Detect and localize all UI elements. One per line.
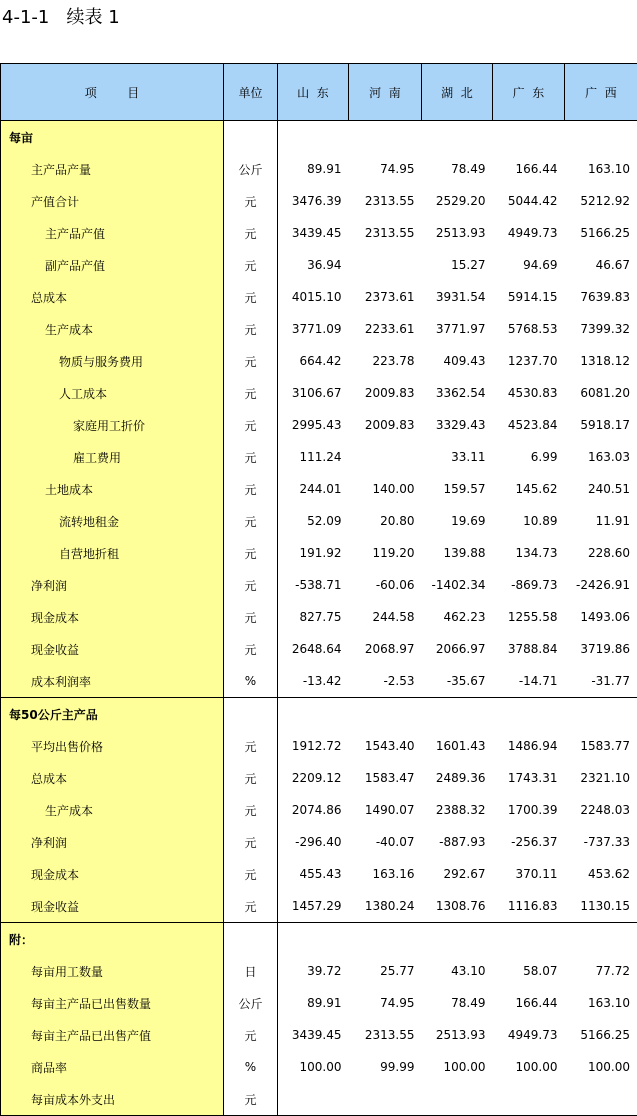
table-row bbox=[1, 730, 637, 762]
cell-value: 2009.83 bbox=[349, 377, 422, 409]
table-row bbox=[1, 858, 637, 890]
cell-value: 99.99 bbox=[349, 1051, 422, 1083]
cell-value: 7639.83 bbox=[565, 281, 637, 313]
row-label: 自营地折租 bbox=[1, 537, 224, 569]
cell-value: 1130.15 bbox=[565, 890, 637, 923]
cell-value: 2009.83 bbox=[349, 409, 422, 441]
table-row bbox=[1, 249, 637, 281]
row-unit: 元 bbox=[224, 345, 278, 377]
row-unit: % bbox=[224, 1051, 278, 1083]
cell-value: 4015.10 bbox=[278, 281, 349, 313]
row-label: 附： bbox=[1, 923, 224, 956]
table-row bbox=[1, 281, 637, 313]
cell-value bbox=[349, 249, 422, 281]
row-unit: 元 bbox=[224, 185, 278, 217]
cell-value: 2995.43 bbox=[278, 409, 349, 441]
cell-value: 7399.32 bbox=[565, 313, 637, 345]
cell-value: 1543.40 bbox=[349, 730, 422, 762]
row-unit: 元 bbox=[224, 858, 278, 890]
row-unit: 元 bbox=[224, 441, 278, 473]
table-row bbox=[1, 762, 637, 794]
cell-value: 6.99 bbox=[493, 441, 565, 473]
cell-value: -2426.91 bbox=[565, 569, 637, 601]
cell-value: 2248.03 bbox=[565, 794, 637, 826]
header-unit: 单位 bbox=[224, 64, 278, 121]
cell-value: 3788.84 bbox=[493, 633, 565, 665]
cell-value bbox=[493, 121, 565, 154]
cell-value: 4949.73 bbox=[493, 1019, 565, 1051]
cell-value: 1601.43 bbox=[422, 730, 493, 762]
table-row bbox=[1, 601, 637, 633]
cell-value: 3771.09 bbox=[278, 313, 349, 345]
row-unit bbox=[224, 923, 278, 956]
row-unit: 元 bbox=[224, 826, 278, 858]
cell-value: 453.62 bbox=[565, 858, 637, 890]
row-unit bbox=[224, 698, 278, 731]
cell-value: 20.80 bbox=[349, 505, 422, 537]
cell-value: 89.91 bbox=[278, 987, 349, 1019]
cell-value bbox=[565, 698, 637, 731]
table-row bbox=[1, 153, 637, 185]
cell-value: 19.69 bbox=[422, 505, 493, 537]
cell-value: -887.93 bbox=[422, 826, 493, 858]
row-label: 副产品产值 bbox=[1, 249, 224, 281]
row-label: 每亩成本外支出 bbox=[1, 1083, 224, 1116]
cell-value: 3931.54 bbox=[422, 281, 493, 313]
row-unit: 元 bbox=[224, 377, 278, 409]
cell-value: 2373.61 bbox=[349, 281, 422, 313]
cell-value: 292.67 bbox=[422, 858, 493, 890]
row-label: 每50公斤主产品 bbox=[1, 698, 224, 731]
table-row bbox=[1, 665, 637, 698]
row-unit: 元 bbox=[224, 249, 278, 281]
cell-value: 1457.29 bbox=[278, 890, 349, 923]
cell-value: 3106.67 bbox=[278, 377, 349, 409]
cell-value bbox=[493, 698, 565, 731]
cell-value: 5166.25 bbox=[565, 217, 637, 249]
cell-value: -31.77 bbox=[565, 665, 637, 698]
cell-value: 77.72 bbox=[565, 955, 637, 987]
table-row bbox=[1, 409, 637, 441]
cell-value bbox=[493, 1083, 565, 1116]
cell-value: 74.95 bbox=[349, 153, 422, 185]
cell-value bbox=[349, 441, 422, 473]
cell-value bbox=[493, 923, 565, 956]
table-row bbox=[1, 633, 637, 665]
cell-value: 139.88 bbox=[422, 537, 493, 569]
cell-value: 3329.43 bbox=[422, 409, 493, 441]
cell-value: 5044.42 bbox=[493, 185, 565, 217]
table-row bbox=[1, 377, 637, 409]
cell-value: 1493.06 bbox=[565, 601, 637, 633]
cell-value: 2074.86 bbox=[278, 794, 349, 826]
cell-value bbox=[565, 1083, 637, 1116]
table-row bbox=[1, 826, 637, 858]
cell-value: 33.11 bbox=[422, 441, 493, 473]
table-row bbox=[1, 313, 637, 345]
cell-value: 58.07 bbox=[493, 955, 565, 987]
cell-value: 36.94 bbox=[278, 249, 349, 281]
row-label: 总成本 bbox=[1, 762, 224, 794]
row-label: 现金成本 bbox=[1, 858, 224, 890]
cell-value bbox=[349, 698, 422, 731]
cell-value: 5918.17 bbox=[565, 409, 637, 441]
table-row bbox=[1, 955, 637, 987]
cell-value: 3439.45 bbox=[278, 1019, 349, 1051]
cell-value: 1308.76 bbox=[422, 890, 493, 923]
cell-value: 664.42 bbox=[278, 345, 349, 377]
row-label: 商品率 bbox=[1, 1051, 224, 1083]
row-label: 人工成本 bbox=[1, 377, 224, 409]
cell-value: 2313.55 bbox=[349, 185, 422, 217]
cell-value: 111.24 bbox=[278, 441, 349, 473]
cell-value: 4523.84 bbox=[493, 409, 565, 441]
cell-value: 100.00 bbox=[278, 1051, 349, 1083]
row-label: 家庭用工折价 bbox=[1, 409, 224, 441]
cell-value: 2489.36 bbox=[422, 762, 493, 794]
cell-value: 2388.32 bbox=[422, 794, 493, 826]
row-unit bbox=[224, 121, 278, 154]
cell-value: 1116.83 bbox=[493, 890, 565, 923]
cell-value: 1583.77 bbox=[565, 730, 637, 762]
row-unit: 元 bbox=[224, 217, 278, 249]
cell-value: 191.92 bbox=[278, 537, 349, 569]
cell-value bbox=[278, 923, 349, 956]
row-label: 现金成本 bbox=[1, 601, 224, 633]
row-unit: 公斤 bbox=[224, 153, 278, 185]
row-label: 净利润 bbox=[1, 569, 224, 601]
cell-value: 1318.12 bbox=[565, 345, 637, 377]
cell-value bbox=[422, 698, 493, 731]
cell-value: -869.73 bbox=[493, 569, 565, 601]
row-unit: % bbox=[224, 665, 278, 698]
table-row bbox=[1, 1051, 637, 1083]
cell-value: 100.00 bbox=[565, 1051, 637, 1083]
cell-value bbox=[422, 121, 493, 154]
row-label: 雇工费用 bbox=[1, 441, 224, 473]
row-unit: 元 bbox=[224, 569, 278, 601]
cell-value bbox=[565, 923, 637, 956]
header-shandong: 山 东 bbox=[278, 64, 349, 121]
cell-value: 74.95 bbox=[349, 987, 422, 1019]
row-label: 现金收益 bbox=[1, 633, 224, 665]
row-label: 平均出售价格 bbox=[1, 730, 224, 762]
cell-value: 827.75 bbox=[278, 601, 349, 633]
cell-value: 2648.64 bbox=[278, 633, 349, 665]
row-unit: 元 bbox=[224, 633, 278, 665]
table-row bbox=[1, 217, 637, 249]
row-unit: 元 bbox=[224, 409, 278, 441]
row-label: 流转地租金 bbox=[1, 505, 224, 537]
cell-value: 25.77 bbox=[349, 955, 422, 987]
cell-value: 2513.93 bbox=[422, 217, 493, 249]
cell-value: 3719.86 bbox=[565, 633, 637, 665]
table-row bbox=[1, 1019, 637, 1051]
cell-value: 1486.94 bbox=[493, 730, 565, 762]
cell-value: 3476.39 bbox=[278, 185, 349, 217]
row-unit: 元 bbox=[224, 762, 278, 794]
table-title: 4-1-1 续表 1 bbox=[2, 6, 120, 30]
header-guangxi: 广 西 bbox=[565, 64, 637, 121]
cell-value: 2321.10 bbox=[565, 762, 637, 794]
cell-value: 52.09 bbox=[278, 505, 349, 537]
cell-value: -40.07 bbox=[349, 826, 422, 858]
cell-value: 78.49 bbox=[422, 987, 493, 1019]
row-unit: 公斤 bbox=[224, 987, 278, 1019]
table-row bbox=[1, 890, 637, 923]
row-label: 土地成本 bbox=[1, 473, 224, 505]
cell-value: 94.69 bbox=[493, 249, 565, 281]
cell-value: 5768.53 bbox=[493, 313, 565, 345]
cell-value: 2066.97 bbox=[422, 633, 493, 665]
cell-value: 5914.15 bbox=[493, 281, 565, 313]
cell-value: 15.27 bbox=[422, 249, 493, 281]
cell-value: 1237.70 bbox=[493, 345, 565, 377]
cell-value: 244.01 bbox=[278, 473, 349, 505]
table-row bbox=[1, 987, 637, 1019]
table-row bbox=[1, 569, 637, 601]
cell-value: -2.53 bbox=[349, 665, 422, 698]
cell-value: -13.42 bbox=[278, 665, 349, 698]
cell-value: 134.73 bbox=[493, 537, 565, 569]
row-label: 净利润 bbox=[1, 826, 224, 858]
header-row bbox=[1, 64, 637, 121]
row-label: 总成本 bbox=[1, 281, 224, 313]
row-unit: 元 bbox=[224, 1083, 278, 1116]
table-row bbox=[1, 473, 637, 505]
cell-value bbox=[422, 923, 493, 956]
row-unit: 元 bbox=[224, 601, 278, 633]
cell-value: 455.43 bbox=[278, 858, 349, 890]
cell-value: -737.33 bbox=[565, 826, 637, 858]
cell-value: 2233.61 bbox=[349, 313, 422, 345]
cell-value: 1700.39 bbox=[493, 794, 565, 826]
cell-value bbox=[278, 121, 349, 154]
cell-value: 166.44 bbox=[493, 153, 565, 185]
cell-value bbox=[349, 1083, 422, 1116]
cell-value bbox=[422, 1083, 493, 1116]
cell-value: 2513.93 bbox=[422, 1019, 493, 1051]
cell-value: 145.62 bbox=[493, 473, 565, 505]
cell-value: 6081.20 bbox=[565, 377, 637, 409]
header-henan: 河 南 bbox=[349, 64, 422, 121]
cell-value: -1402.34 bbox=[422, 569, 493, 601]
cell-value: 3771.97 bbox=[422, 313, 493, 345]
cell-value: 163.03 bbox=[565, 441, 637, 473]
row-label: 主产品产量 bbox=[1, 153, 224, 185]
cell-value: 43.10 bbox=[422, 955, 493, 987]
cell-value: 100.00 bbox=[422, 1051, 493, 1083]
cell-value: 159.57 bbox=[422, 473, 493, 505]
cell-value: 244.58 bbox=[349, 601, 422, 633]
cell-value: 166.44 bbox=[493, 987, 565, 1019]
cell-value: 1583.47 bbox=[349, 762, 422, 794]
table-row bbox=[1, 794, 637, 826]
row-label: 现金收益 bbox=[1, 890, 224, 923]
data-table bbox=[0, 63, 637, 1116]
cell-value: 2313.55 bbox=[349, 1019, 422, 1051]
row-label: 每亩 bbox=[1, 121, 224, 154]
table-row bbox=[1, 923, 637, 956]
cell-value: 370.11 bbox=[493, 858, 565, 890]
cell-value: 2313.55 bbox=[349, 217, 422, 249]
row-unit: 元 bbox=[224, 1019, 278, 1051]
cell-value: 3439.45 bbox=[278, 217, 349, 249]
row-label: 产值合计 bbox=[1, 185, 224, 217]
cell-value: 140.00 bbox=[349, 473, 422, 505]
cell-value: 2068.97 bbox=[349, 633, 422, 665]
cell-value: -538.71 bbox=[278, 569, 349, 601]
table-row bbox=[1, 441, 637, 473]
row-label: 每亩主产品已出售产值 bbox=[1, 1019, 224, 1051]
cell-value: 223.78 bbox=[349, 345, 422, 377]
cell-value: 89.91 bbox=[278, 153, 349, 185]
cell-value: 228.60 bbox=[565, 537, 637, 569]
cell-value: 462.23 bbox=[422, 601, 493, 633]
cell-value: 163.10 bbox=[565, 153, 637, 185]
row-unit: 元 bbox=[224, 794, 278, 826]
cell-value: 2209.12 bbox=[278, 762, 349, 794]
row-label: 成本利润率 bbox=[1, 665, 224, 698]
cell-value: 5212.92 bbox=[565, 185, 637, 217]
cell-value: 4530.83 bbox=[493, 377, 565, 409]
cell-value: 240.51 bbox=[565, 473, 637, 505]
cell-value bbox=[278, 1083, 349, 1116]
row-unit: 元 bbox=[224, 730, 278, 762]
cell-value bbox=[349, 923, 422, 956]
cell-value: 1490.07 bbox=[349, 794, 422, 826]
cell-value: 11.91 bbox=[565, 505, 637, 537]
cell-value: 10.89 bbox=[493, 505, 565, 537]
row-unit: 日 bbox=[224, 955, 278, 987]
cell-value bbox=[349, 121, 422, 154]
row-unit: 元 bbox=[224, 505, 278, 537]
row-label: 每亩主产品已出售数量 bbox=[1, 987, 224, 1019]
table-row bbox=[1, 121, 637, 154]
cell-value bbox=[278, 698, 349, 731]
table-row bbox=[1, 537, 637, 569]
cell-value: -256.37 bbox=[493, 826, 565, 858]
row-label: 生产成本 bbox=[1, 794, 224, 826]
cell-value: 4949.73 bbox=[493, 217, 565, 249]
header-guangdong: 广 东 bbox=[493, 64, 565, 121]
row-unit: 元 bbox=[224, 313, 278, 345]
row-unit: 元 bbox=[224, 890, 278, 923]
table-row bbox=[1, 185, 637, 217]
cell-value bbox=[565, 121, 637, 154]
table-row bbox=[1, 505, 637, 537]
cell-value: 46.67 bbox=[565, 249, 637, 281]
cell-value: 1380.24 bbox=[349, 890, 422, 923]
cell-value: -60.06 bbox=[349, 569, 422, 601]
cell-value: -35.67 bbox=[422, 665, 493, 698]
header-item: 项 目 bbox=[1, 64, 224, 121]
cell-value: 409.43 bbox=[422, 345, 493, 377]
row-unit: 元 bbox=[224, 473, 278, 505]
row-unit: 元 bbox=[224, 281, 278, 313]
cell-value: 1912.72 bbox=[278, 730, 349, 762]
row-label: 每亩用工数量 bbox=[1, 955, 224, 987]
cell-value: 3362.54 bbox=[422, 377, 493, 409]
cell-value: 163.16 bbox=[349, 858, 422, 890]
cell-value: 1743.31 bbox=[493, 762, 565, 794]
cell-value: 163.10 bbox=[565, 987, 637, 1019]
cell-value: 119.20 bbox=[349, 537, 422, 569]
row-label: 主产品产值 bbox=[1, 217, 224, 249]
cell-value: 5166.25 bbox=[565, 1019, 637, 1051]
header-hubei: 湖 北 bbox=[422, 64, 493, 121]
cell-value: 100.00 bbox=[493, 1051, 565, 1083]
row-label: 物质与服务费用 bbox=[1, 345, 224, 377]
cell-value: 1255.58 bbox=[493, 601, 565, 633]
cell-value: 78.49 bbox=[422, 153, 493, 185]
cell-value: -14.71 bbox=[493, 665, 565, 698]
row-label: 生产成本 bbox=[1, 313, 224, 345]
table-row bbox=[1, 345, 637, 377]
cell-value: 39.72 bbox=[278, 955, 349, 987]
table-row bbox=[1, 698, 637, 731]
table-row bbox=[1, 1083, 637, 1116]
cell-value: -296.40 bbox=[278, 826, 349, 858]
row-unit: 元 bbox=[224, 537, 278, 569]
cell-value: 2529.20 bbox=[422, 185, 493, 217]
